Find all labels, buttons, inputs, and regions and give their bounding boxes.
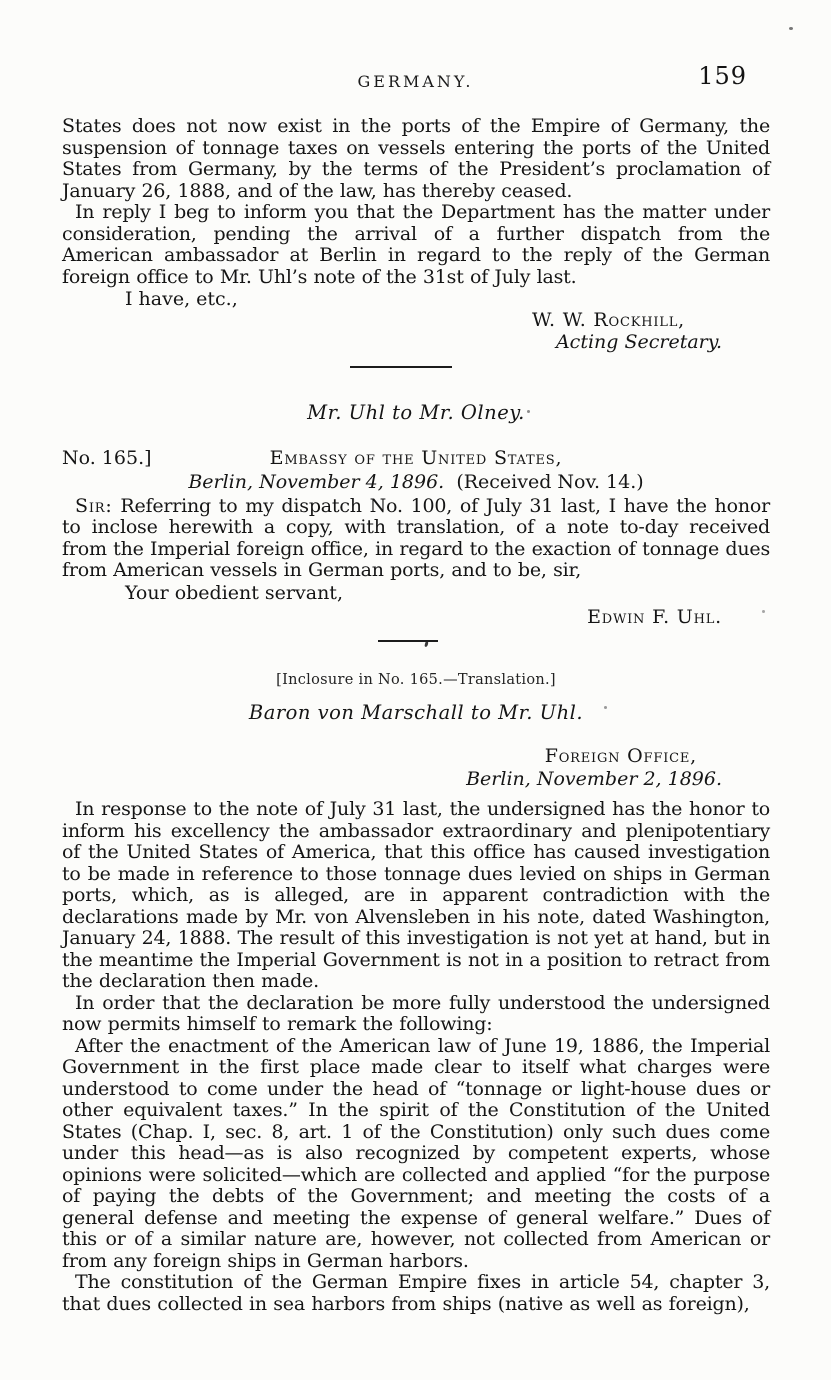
signature-title: Acting Secretary. [555, 330, 722, 353]
page-number: 159 [698, 62, 747, 90]
dispatch-number: No. 165.] [62, 446, 152, 469]
received-date: (Received Nov. 14.) [456, 470, 644, 493]
paragraph [62, 496, 770, 582]
letter-closing: Your obedient servant, [125, 581, 343, 604]
paragraph-text: Referring to my dispatch No. 100, of July 31 last, I have the honor to inclose herewith a copy, with translation, of a note to-day received from the Imperial foreign office, in regard to the exaction of tonnage dues from American vessels in German ports, and to be, sir, [62, 494, 770, 581]
scan-speck [789, 27, 793, 30]
section-divider [350, 366, 452, 368]
paragraph: States does not now exist in the ports of the Empire of Germany, the suspension of tonnage taxes on vessels entering the ports of the United States from Germany, by the terms of the President’s proclamation of January 26, 1888, and of the law, has thereby ceased. [62, 115, 770, 202]
paragraph: In response to the note of July 31 last, the undersigned has the honor to inform his excellency the ambassador extraordinary and plenipotentiary of the United States of America, that this office has caused investigation to be made in reference to those tonnage dues levied on ships in German ports, which, as is alleged, are in apparent contradiction with the declarations made by Mr. von Alvensleben in his note, dated Washington, January 24, 1888. The result of this investigation is not yet at hand, but in the meantime the Imperial Government is not in a position to retract from the declaration then made. [62, 798, 770, 992]
running-head: GERMANY. [357, 72, 474, 91]
letter-closing: I have, etc., [125, 288, 238, 310]
inclosure-caption: [Inclosure in No. 165.—Translation.] [276, 672, 556, 688]
office-line: Foreign Office, [544, 745, 697, 767]
office-line: Embassy of the United States, [269, 446, 563, 469]
paragraph: The constitution of the German Empire fixes in article 54, chapter 3, that dues collected in sea harbors from ships (native as well as foreign), [62, 1271, 770, 1315]
top-margin [62, 0, 770, 116]
place-date: Berlin, November 4, 1896. [188, 470, 445, 493]
place-date-line [62, 471, 770, 493]
letter-heading: Mr. Uhl to Mr. Olney. [307, 400, 525, 424]
paragraph: After the enactment of the American law of June 19, 1886, the Imperial Government in the first place made clear to itself what charges were understood to come under the head of “tonnage or light-house dues or other equivalent taxes.” In the spirit of the Constitution of the United States (Chap. I, sec. 8, art. 1 of the Constitution) only such dues come under this head—as is also recognized by competent experts, whose opinions were solicited—which are collected and applied “for the purpose of paying the debts of the Government; and meeting the costs of a general defense and meeting the expense of general welfare.” Dues of this or of a similar nature are, however, not collected from American or from any foreign ships in German harbors. [62, 1034, 770, 1272]
page-content [62, 0, 770, 1315]
signature-name: Edwin F. Uhl. [587, 606, 722, 628]
letter-heading: Baron von Marschall to Mr. Uhl. [248, 701, 584, 724]
signature-name: W. W. Rockhill, [532, 308, 685, 331]
salutation: Sir: [75, 494, 113, 517]
place-date: Berlin, November 2, 1896. [466, 768, 722, 790]
section-divider [378, 640, 438, 642]
letter-uhl-to-olney [62, 401, 770, 629]
inclosure-translation [62, 672, 770, 1315]
dateline-row [62, 447, 770, 469]
paragraph: In reply I beg to inform you that the Department has the matter under consideration, pending the arrival of a further dispatch from the American ambassador at Berlin in regard to the reply of the German foreign office to Mr. Uhl’s note of the 31st of July last. [62, 201, 770, 288]
paragraph: In order that the declaration be more fully understood the undersigned now permits himself to remark the following: [62, 991, 770, 1035]
letter-rockhill-continuation [62, 116, 770, 353]
